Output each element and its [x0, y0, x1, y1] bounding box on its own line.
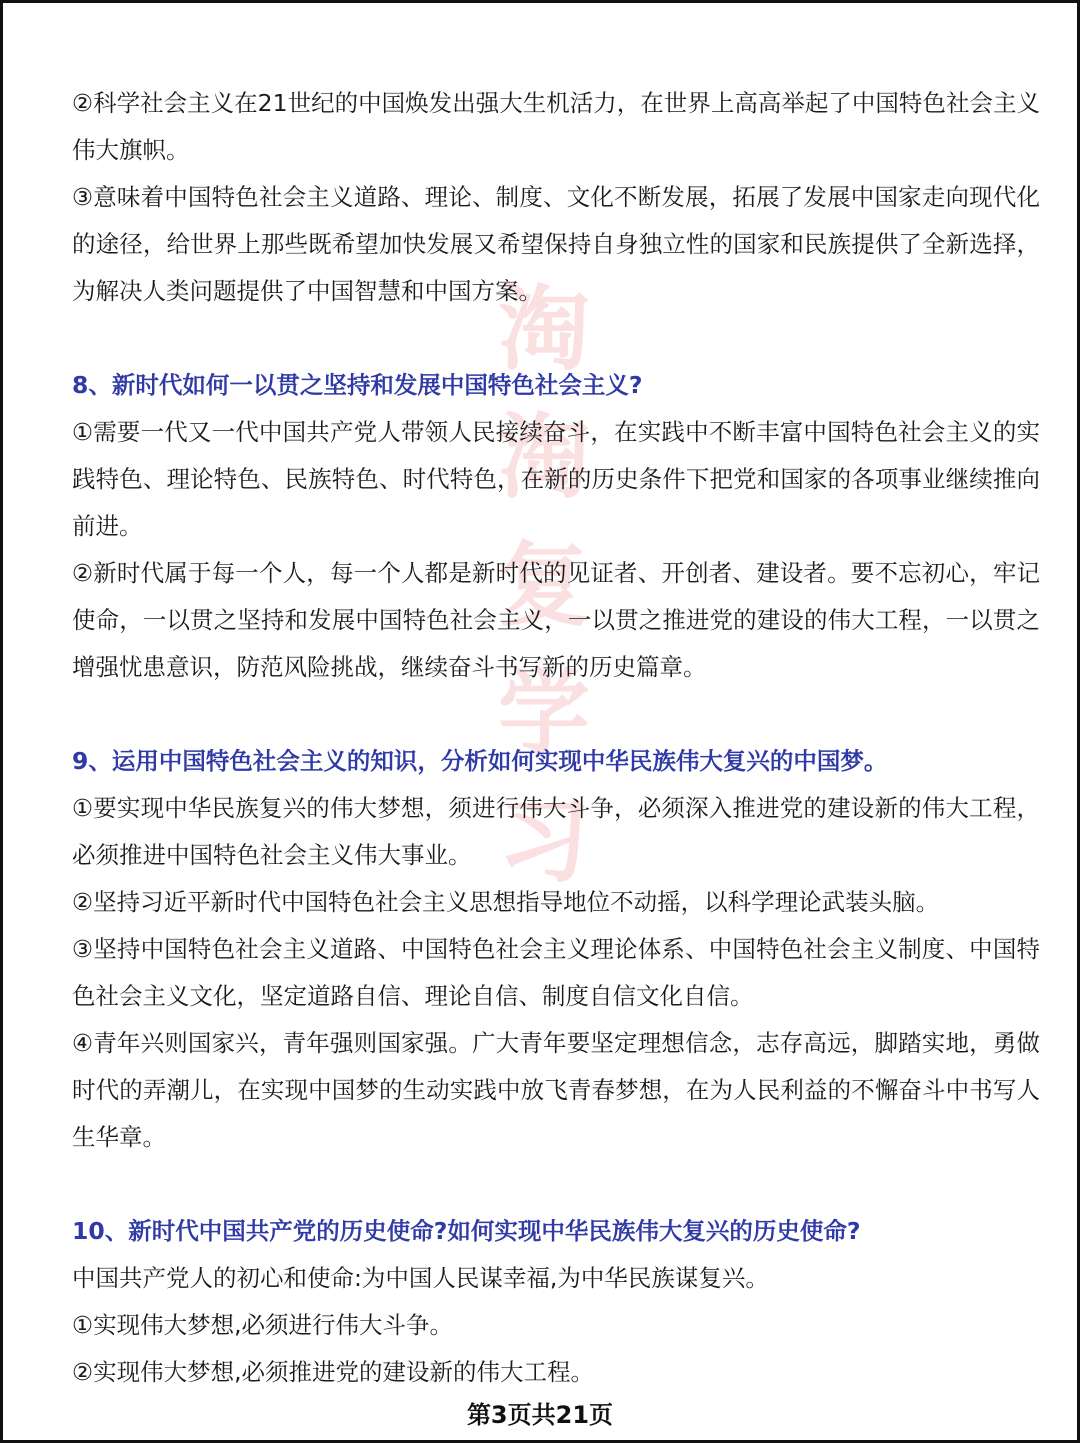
section-gap: [72, 1161, 1040, 1208]
question-9-title: 9、运用中国特色社会主义的知识，分析如何实现中华民族伟大复兴的中国梦。: [72, 747, 888, 775]
q10-intro: 中国共产党人的初心和使命:为中国人民谋幸福,为中华民族谋复兴。: [72, 1264, 769, 1292]
q9-point-1: ①要实现中华民族复兴的伟大梦想，须进行伟大斗争，必须深入推进党的建设新的伟大工程，必须推进中国特色社会主义伟大事业。: [72, 794, 1040, 869]
q10-point-2: ②实现伟大梦想,必须推进党的建设新的伟大工程。: [72, 1358, 595, 1386]
q8-point-2: ②新时代属于每一个人，每一个人都是新时代的见证者、开创者、建设者。要不忘初心，牢记使命，一以贯之坚持和发展中国特色社会主义，一以贯之推进党的建设的伟大工程，一以贯之增强忧患意识，防范风险挑战，继续奋斗书写新的历史篇章。: [72, 559, 1040, 681]
question-8-title: 8、新时代如何一以贯之坚持和发展中国特色社会主义?: [72, 371, 643, 399]
q9-point-3: ③坚持中国特色社会主义道路、中国特色社会主义理论体系、中国特色社会主义制度、中国特色社会主义文化，坚定道路自信、理论自信、制度自信文化自信。: [72, 935, 1040, 1010]
q9-point-4: ④青年兴则国家兴，青年强则国家强。广大青年要坚定理想信念，志存高远，脚踏实地，勇做时代的弄潮儿，在实现中国梦的生动实践中放飞青春梦想，在为人民利益的不懈奋斗中书写人生华章。: [72, 1029, 1040, 1151]
document-body: [72, 80, 1040, 1396]
section-gap: [72, 315, 1040, 362]
page-number: 第3页共21页: [466, 1401, 614, 1429]
intro-point-2: ②科学社会主义在21世纪的中国焕发出强大生机活力，在世界上高高举起了中国特色社会主义伟大旗帜。: [72, 89, 1040, 164]
intro-point-3: ③意味着中国特色社会主义道路、理论、制度、文化不断发展，拓展了发展中国家走向现代化的途径，给世界上那些既希望加快发展又希望保持自身独立性的国家和民族提供了全新选择，为解决人类问题提供了中国智慧和中国方案。: [72, 183, 1040, 305]
q9-point-2: ②坚持习近平新时代中国特色社会主义思想指导地位不动摇，以科学理论武装头脑。: [72, 888, 940, 916]
question-10-title: 10、新时代中国共产党的历史使命?如何实现中华民族伟大复兴的历史使命?: [72, 1217, 861, 1245]
section-gap: [72, 691, 1040, 738]
q8-point-1: ①需要一代又一代中国共产党人带领人民接续奋斗，在实践中不断丰富中国特色社会主义的实践特色、理论特色、民族特色、时代特色，在新的历史条件下把党和国家的各项事业继续推向前进。: [72, 418, 1040, 540]
q10-point-1: ①实现伟大梦想,必须进行伟大斗争。: [72, 1311, 454, 1339]
